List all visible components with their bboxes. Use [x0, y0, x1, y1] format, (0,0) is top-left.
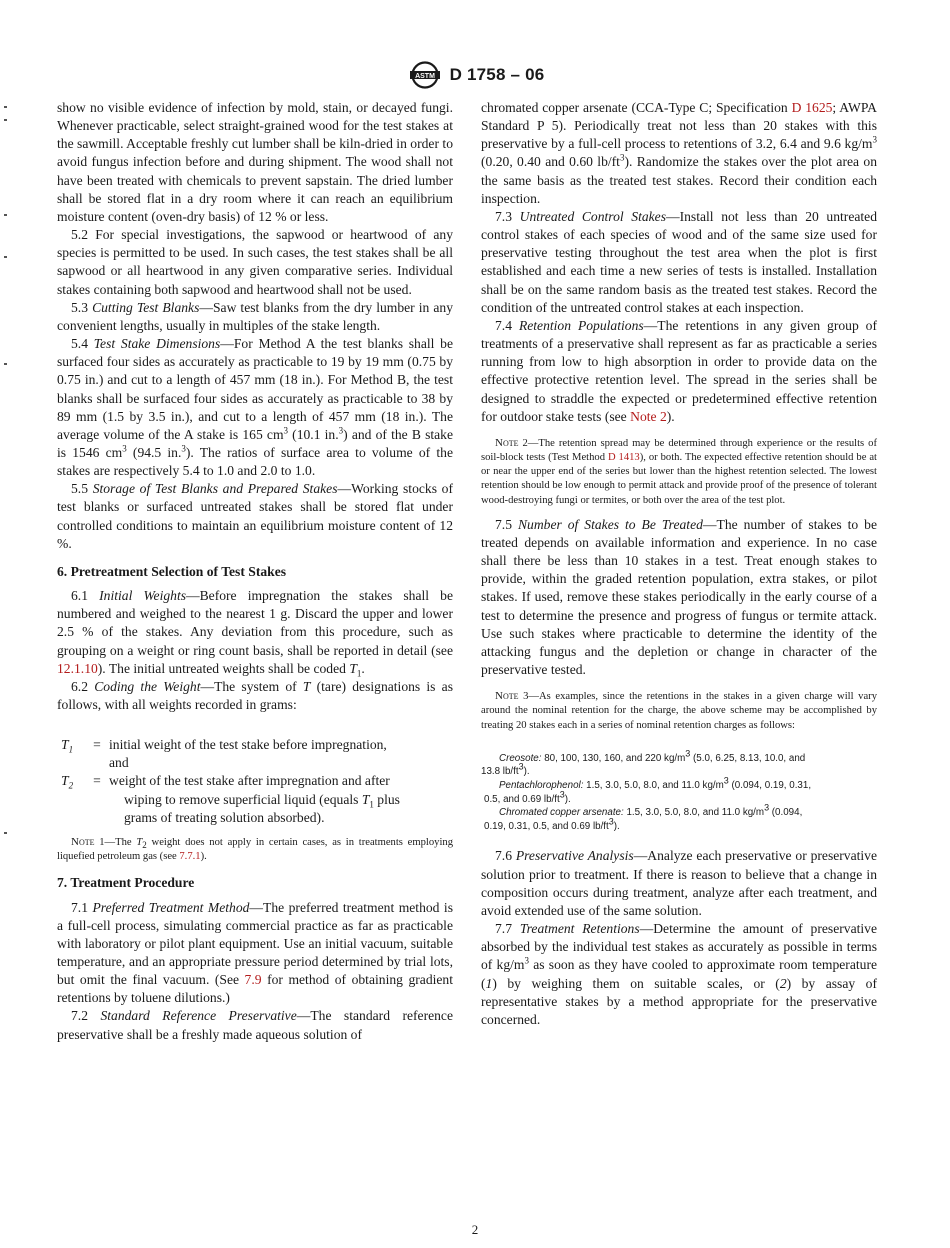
cross-reference-link[interactable]: Note 2 — [630, 408, 667, 424]
cross-reference-link[interactable]: D 1625 — [791, 100, 833, 115]
clause-text: —For Method A the test blanks shall be surfaced four sides as accurately as practicable to 19 by 19 mm (0.75 by 0.75 in.) and cut to a length of 457 mm (18 in.). For Method B, the test blanks shall be surfaced four sides as accurately as practicable to 38 by 89 mm (1.5 by 3.5 in.), and cut to a length of 457 mm (18 in.). The average volume of the A stake is 165 cm — [57, 336, 454, 442]
definition-t2 — [57, 772, 453, 826]
clause-text: ) and of the B stake is 1546 cm — [57, 426, 454, 460]
clause-text: . — [361, 660, 365, 676]
note-2: Note 2—The retention spread may be determined through experience or the results of soil-block tests (Test Method D 1413), or both. The expected effective retention should be at or near the upper end of the series but lower than the highest retention selected. The lowest retention should be low enough to permit attack and provide proof of the presence of tolerant wood-destroying fungi or termites, or both over the area of the test plot. — [481, 436, 877, 506]
standard-designation: D 1758 – 06 — [449, 65, 545, 84]
paragraph-5-5 — [57, 480, 453, 553]
definition-equals: = — [93, 737, 101, 753]
paragraph-7-1 — [57, 899, 453, 1008]
page-header — [0, 60, 950, 90]
cross-reference-link[interactable]: 7.9 — [244, 972, 262, 988]
note-1: Note 1—The $T_2$ weight does not apply in certain cases, as in treatments employing liquefied petroleum gas (see 7.7.1). — [57, 835, 453, 863]
clause-title: Treatment Retentions — [519, 921, 640, 937]
margin-change-mark — [4, 256, 7, 258]
paragraph-6-2 — [57, 678, 453, 714]
clause-text: (tare) designations is as follows, with all weights recorded in grams: — [57, 678, 453, 712]
definition-text: weight of the test stake after impregnation and after wiping to remove superficial liquid (equals $T_1$ plus grams of treating solution absorbed). — [109, 773, 400, 825]
clause-title: Cutting Test Blanks — [92, 299, 200, 315]
section-6-heading: 6. Pretreatment Selection of Test Stakes — [57, 563, 287, 579]
paragraph-7-4 — [481, 317, 877, 426]
definition-symbol: $T_2$ — [61, 773, 74, 792]
clause-text: ). The ratios of surface area to volume of the stakes are respectively 5.4 to 1.0 and 2.0 to 1.0. — [57, 444, 453, 479]
clause-title: Untreated Control Stakes — [519, 208, 666, 224]
clause-number: 7.1 — [71, 899, 88, 915]
margin-change-mark — [4, 106, 7, 108]
clause-number: 7.4 — [495, 317, 512, 333]
definition-equals: = — [93, 773, 101, 789]
paragraph-5-2: 5.2 For special investigations, the sapwood or heartwood of any species is permitted to be used. In such cases, the test stakes shall be all sapwood or all heartwood in any given comparative series. Individual stakes containing both sapwood and heartwood shall not be used. — [57, 227, 453, 297]
clause-title: Preferred Treatment Method — [92, 899, 250, 915]
clause-title: Standard Reference Preservative — [100, 1008, 297, 1024]
paragraph-7-7: 7.7 Treatment Retentions—Determine the amount of preservative absorbed by the individual test stakes as accurately as possible in terms of $kg/m^3$ as soon as they have cooled to approximate room temperature (1) by weighing them on suitable scales, or (2) by assay of representative stakes by a method appropriate for the preservative concerned. — [481, 921, 877, 1027]
clause-number: 7.3 — [495, 208, 512, 224]
clause-number: 7.6 — [495, 848, 512, 864]
definition-list — [57, 736, 453, 827]
symbol: T — [302, 678, 311, 694]
margin-change-mark — [4, 119, 7, 121]
note-label: Note — [71, 835, 95, 848]
clause-title: Retention Populations — [518, 317, 644, 333]
paragraph-7-6 — [481, 847, 877, 920]
note-label: Note — [495, 436, 519, 449]
clause-text: —The preferred treatment method is a full-cell process, simulating commercial practice as far as practicable with laboratory or pilot plant equipment. Use an initial vacuum, suitable temperature, and an appropriate pressure period determined by trial lots, but omit the final vacuum. (See — [57, 899, 454, 988]
clause-number: 5.3 — [71, 299, 88, 315]
clause-text: —Saw test blanks from the dry lumber in any convenient lengths, usually in multiples of the stake length. — [57, 299, 454, 333]
section-7-heading: 7. Treatment Procedure — [57, 875, 195, 891]
clause-title: Preservative Analysis — [515, 848, 634, 864]
clause-text: —Working stocks of test blanks or surfaced untreated stakes shall be stored flat under controlled conditions to maintain an equilibrium moisture content of 12 %. — [57, 481, 453, 551]
clause-text: —The system of — [200, 678, 303, 694]
clause-text: —Analyze each preservative or preservative solution prior to treatment. If there is reason to believe that a change in composition occurs during treatment, analyze after each treatment, and avoid extended use of the same solution. — [481, 848, 878, 918]
margin-change-mark — [4, 214, 7, 216]
margin-change-mark — [4, 363, 7, 365]
paragraph-5-4 — [57, 335, 453, 480]
cross-reference-link[interactable]: 7.7.1 — [179, 851, 201, 863]
clause-number: 7.2 — [71, 1008, 88, 1024]
symbol: T — [349, 660, 357, 676]
clause-number: 5.5 — [71, 481, 88, 497]
clause-text: ). The initial untreated weights shall be coded — [97, 660, 350, 676]
clause-title: Test Stake Dimensions — [93, 336, 221, 352]
definition-symbol: $T_1$ — [61, 737, 74, 755]
superscript: 3 — [122, 443, 127, 454]
paragraph-5-1-continued: show no visible evidence of infection by mold, stain, or decayed fungi. Whenever practicable, select straight-grained wood for the test stakes at the sawmill. Acceptable freshly cut lumber shall be kiln-dried in order to avoid fungus infection before and during shipment. The wood shall not have been treated with chemicals to prevent sapstain. The dried lumber shall be stored flat in a dry room where it can reach an equilibrium moisture content (oven-dry basis) of 12 % or less. — [57, 100, 453, 224]
superscript: 3 — [181, 443, 186, 454]
clause-title: Coding the Weight — [94, 678, 201, 694]
paragraph-7-2-continued: chromated copper arsenate (CCA-Type C; Specification D 1625; AWPA Standard P 5). Periodically treat not less than 20 stakes with this preservative by a full-cell process to retentions of 3.2, 6.4 and 9.6 $kg/m^3$ (0.20, 0.40 and 0.60 $lb/ft^3$). Randomize the stakes over the plot area on the same basis as the treated test stakes. Record their condition each inspection. — [481, 100, 877, 206]
definition-text: initial weight of the test stake before impregnation, and — [109, 737, 387, 771]
clause-text: —The standard reference preservative shall be a freshly made aqueous solution of — [57, 1008, 453, 1042]
clause-text: —The number of stakes to be treated depends on available information and experience. In no case shall there be less than 10 stakes in a test. Treat enough stakes to provide, within the graded retention population, extra stakes, or pilot stakes. If used, remove these stakes periodically in the early course of a test to determine the presence and progress of fungus or termite attack. Use such stakes where practicable to determine the identity of the attacking fungus and the depletion or change in character of the preservative tested. — [481, 516, 877, 678]
cross-reference-link[interactable]: 12.1.10 — [57, 660, 98, 676]
clause-number: 7.7 — [495, 921, 512, 937]
svg-text:ASTM: ASTM — [414, 72, 435, 80]
retention-cca-cont: 0.19, 0.31, 0.5, and 0.69 $lb/ft^3$). — [484, 816, 620, 832]
left-column — [57, 99, 453, 1044]
paragraph-6-1 — [57, 587, 453, 678]
clause-text: for method of obtaining gradient retentions by toluene dilutions.) — [57, 972, 453, 1006]
note-3: Note 3—As examples, since the retentions in the stakes in a given charge will vary around the nominal retention for the charge, the above scheme may be accomplished by treating 20 stakes each in a series of nominal retention charges as follows: — [481, 690, 877, 731]
paragraph-7-5 — [481, 516, 877, 679]
paragraph-5-3 — [57, 299, 453, 335]
clause-text: —Determine the amount of preservative absorbed by the individual test stakes as accurately as possible in terms of kg/m — [481, 921, 877, 973]
clause-number: 6.2 — [71, 678, 88, 694]
retention-cca: Chromated copper arsenate: 1.5, 3.0, 5.0, 8.0, and 11.0 $kg/m^3$ (0.094, — [499, 802, 803, 819]
right-column — [481, 99, 877, 1029]
clause-text: (94.5 in. — [126, 444, 182, 460]
retention-pentachlorophenol-cont: 0.5, and 0.69 $lb/ft^3$). — [484, 789, 571, 805]
note-label: Note — [495, 690, 519, 703]
clause-text: —Install not less than 20 untreated control stakes of each species of wood and of the same size used for preservative testing throughout the test area when the plot is first established and each time a new series of tests is installed. Installation shall be on the same random basis as the treated test stakes. Record the condition of the untreated control stakes at each inspection. — [481, 208, 877, 315]
paragraph-7-3 — [481, 208, 877, 317]
clause-number: 6.1 — [71, 588, 88, 604]
retention-pentachlorophenol: Pentachlorophenol: 1.5, 3.0, 5.0, 8.0, and 11.0 $kg/m^3$ (0.094, 0.19, 0.31, — [499, 775, 812, 792]
clause-number: 5.4 — [71, 336, 88, 352]
clause-text: (10.1 in. — [288, 426, 339, 442]
clause-title: Storage of Test Blanks and Prepared Stakes — [92, 481, 338, 497]
clause-text: ). — [666, 408, 675, 424]
cross-reference-link[interactable]: D 1413 — [607, 452, 640, 464]
retention-list — [481, 748, 877, 834]
page-number: 2 — [471, 1222, 479, 1237]
margin-change-mark — [4, 832, 7, 834]
clause-number: 7.5 — [495, 516, 512, 532]
superscript: 3 — [283, 425, 289, 436]
definition-t1 — [57, 736, 453, 772]
paragraph-7-2 — [57, 1007, 453, 1043]
clause-title: Number of Stakes to Be Treated — [517, 516, 703, 532]
astm-logo-icon — [406, 60, 444, 90]
retention-creosote: Creosote: 80, 100, 130, 160, and 220 $kg/m^3$ (5.0, 6.25, 8.13, 10.0, and — [499, 748, 806, 764]
clause-text: —The retentions in any given group of treatments of a preservative shall represent as far as practicable a series running from low to high absorption in order to provide data on the effective protective retention level. The spread in the series shall be designed to straddle the expected or predetermined effective retention for outdoor stake tests (see — [481, 317, 877, 424]
clause-text: —Before impregnation the stakes shall be numbered and weighed to the nearest 1 g. Discard the upper and lower 2.5 % of the stakes. Any deviation from this procedure, such as grouping on a weight or ring count basis, shall be reported in detail (see — [57, 588, 453, 658]
retention-creosote-cont: 13.8 $lb/ft^3$). — [481, 762, 530, 778]
subscript: 1 — [356, 668, 362, 679]
superscript: 3 — [338, 425, 344, 436]
clause-title: Initial Weights — [99, 588, 187, 604]
